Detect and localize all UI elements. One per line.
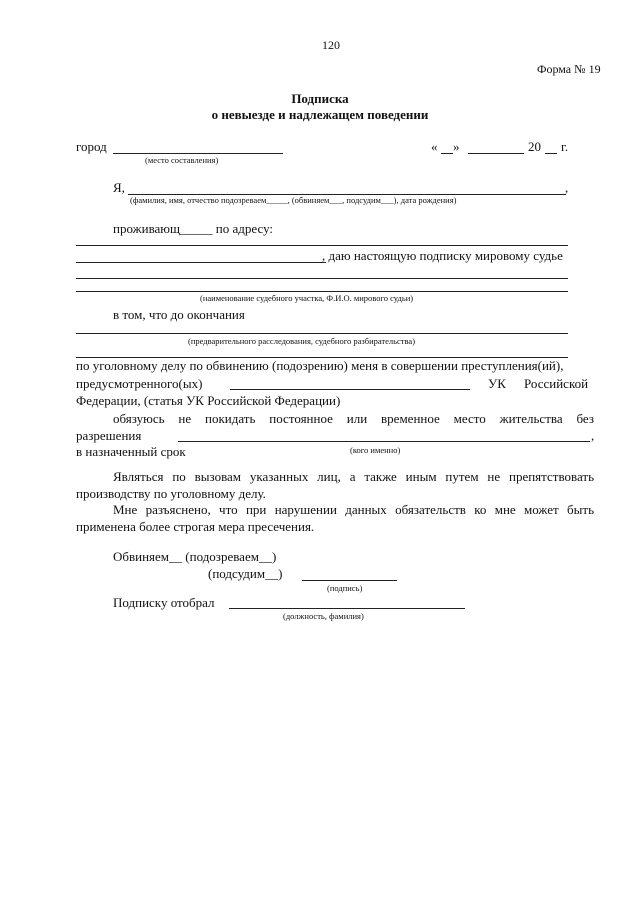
permission-comma: , xyxy=(591,428,595,443)
paragraph-2-line-2: применена более строгая мера пресечения. xyxy=(76,519,315,534)
court-hint: (наименование судебного участка, Ф.И.О. мирового судьи) xyxy=(200,293,414,303)
paragraph-1-line-2: производству по уголовному делу. xyxy=(76,486,266,501)
provided-label: предусмотренного(ых) xyxy=(76,376,203,391)
pledge-text: , даю настоящую подписку мировому судье xyxy=(322,248,563,263)
title-line-2: о невыезде и надлежащем поведении xyxy=(211,107,429,122)
address-line-2[interactable] xyxy=(76,262,326,263)
whom-hint: (кого именно) xyxy=(350,445,401,455)
signature-field[interactable] xyxy=(302,580,397,581)
year-prefix: 20 xyxy=(528,139,541,154)
uk-label: УК xyxy=(488,376,506,391)
person-hint: (фамилия, имя, отчество подозреваем_____, (обвиняем___, подсудим___), дата рождения) xyxy=(130,195,457,205)
permission-field[interactable] xyxy=(178,441,590,442)
month-field[interactable] xyxy=(468,153,524,154)
obligation-line: обязуюсь не покидать постоянное или временное место жительства без xyxy=(113,411,594,426)
federation-line: Федерации, (статья УК Российской Федерации) xyxy=(76,393,341,408)
signature-hint: (подпись) xyxy=(327,583,363,593)
article-field[interactable] xyxy=(230,389,470,390)
city-hint: (место составления) xyxy=(145,155,219,165)
paragraph-1-line-1: Являться по вызовам указанных лиц, а также иным путем не препятствовать xyxy=(113,469,594,484)
term-label: в назначенный срок xyxy=(76,444,186,459)
form-label: Форма № 19 xyxy=(537,62,601,76)
date-close-quote: » xyxy=(453,139,460,154)
case-line: по уголовному делу по обвинению (подозрению) меня в совершении преступления(ий), xyxy=(76,358,564,373)
city-label: город xyxy=(76,139,107,154)
stage-field[interactable] xyxy=(76,333,568,334)
day-field[interactable] xyxy=(441,153,453,154)
title-line-1: Подписка xyxy=(291,91,349,106)
residing-label: проживающ_____ по адресу: xyxy=(113,221,274,236)
position-field[interactable] xyxy=(229,608,465,609)
year-suffix: г. xyxy=(561,139,569,154)
taken-label: Подписку отобрал xyxy=(113,595,215,610)
person-comma: , xyxy=(565,180,569,195)
city-field[interactable] xyxy=(113,153,283,154)
accused-label: Обвиняем__ (подозреваем__) xyxy=(113,549,277,564)
stage-hint: (предварительного расследования, судебного разбирательства) xyxy=(188,336,416,346)
permission-label: разрешения xyxy=(76,428,142,443)
defendant-label: (подсудим__) xyxy=(208,566,283,581)
court-line-1[interactable] xyxy=(76,278,568,279)
date-open-quote: « xyxy=(431,139,438,154)
rf-label: Российской xyxy=(524,376,589,391)
court-line-2[interactable] xyxy=(76,291,568,292)
i-label: Я, xyxy=(113,180,125,195)
paragraph-2-line-1: Мне разъяснено, что при нарушении данных обязательств ко мне может быть xyxy=(113,502,594,517)
until-text: в том, что до окончания xyxy=(113,307,245,322)
page-number: 120 xyxy=(322,38,340,52)
position-hint: (должность, фамилия) xyxy=(283,611,364,621)
year-field[interactable] xyxy=(545,153,557,154)
address-line-1[interactable] xyxy=(76,245,568,246)
